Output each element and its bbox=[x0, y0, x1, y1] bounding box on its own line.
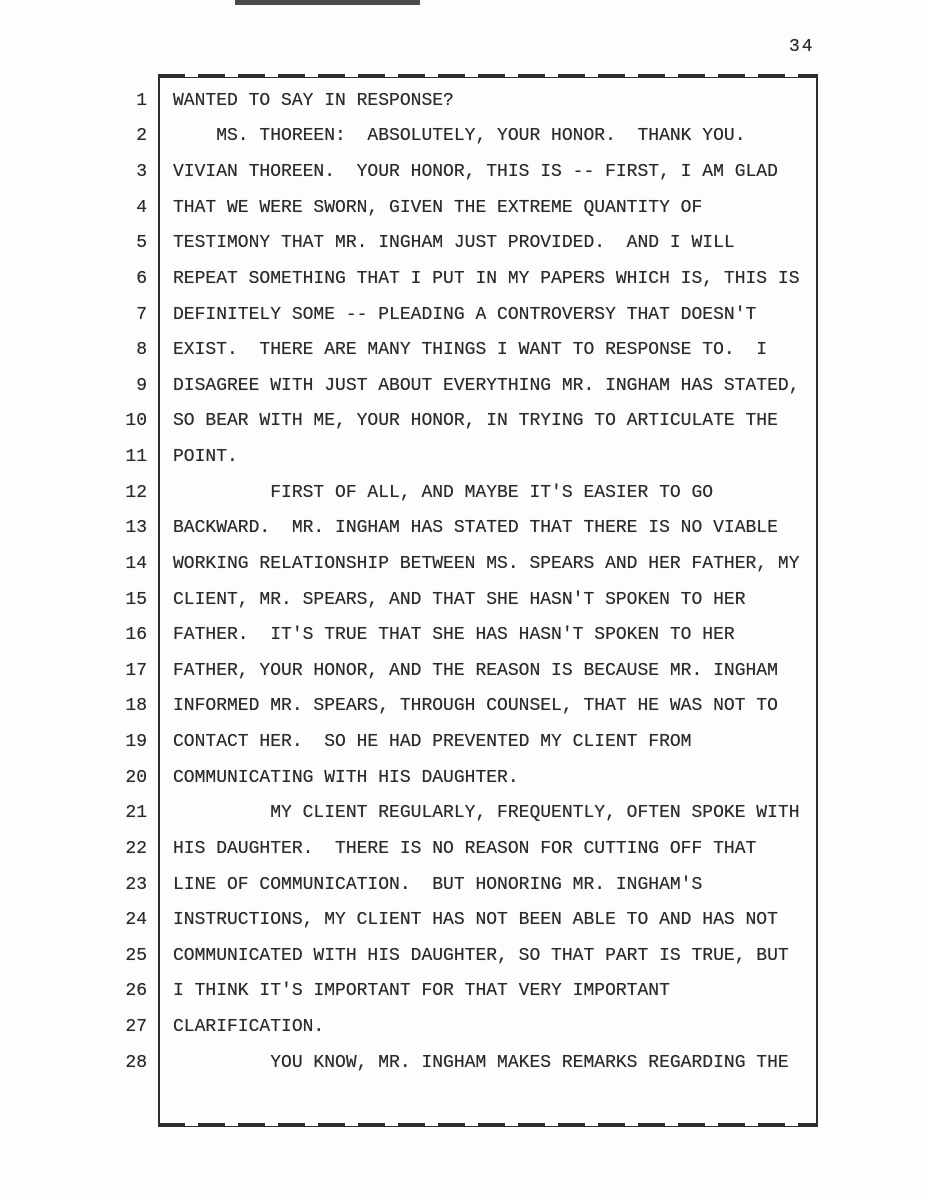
line-text: INFORMED MR. SPEARS, THROUGH COUNSEL, THAT HE WAS NOT TO bbox=[173, 696, 778, 717]
line-number: 25 bbox=[125, 945, 147, 966]
line-number: 4 bbox=[136, 197, 147, 218]
transcript-line bbox=[125, 439, 816, 475]
transcript-box bbox=[125, 75, 818, 1126]
line-text: WANTED TO SAY IN RESPONSE? bbox=[173, 90, 454, 111]
line-text: VIVIAN THOREEN. YOUR HONOR, THIS IS -- FIRST, I AM GLAD bbox=[173, 162, 778, 183]
transcript-line bbox=[125, 902, 816, 938]
line-number: 14 bbox=[125, 553, 147, 574]
transcript-line bbox=[125, 617, 816, 653]
line-number: 10 bbox=[125, 411, 147, 432]
line-number: 24 bbox=[125, 910, 147, 931]
transcript-line bbox=[125, 653, 816, 689]
line-text: COMMUNICATING WITH HIS DAUGHTER. bbox=[173, 767, 519, 788]
line-text: FIRST OF ALL, AND MAYBE IT'S EASIER TO GO bbox=[173, 482, 714, 503]
line-text: TESTIMONY THAT MR. INGHAM JUST PROVIDED. AND I WILL bbox=[173, 233, 735, 254]
line-number: 12 bbox=[125, 482, 147, 503]
transcript-line bbox=[136, 332, 816, 368]
transcript-line bbox=[136, 261, 816, 297]
line-number: 19 bbox=[125, 732, 147, 753]
transcript-line bbox=[136, 368, 816, 404]
line-number: 23 bbox=[125, 874, 147, 895]
line-number: 9 bbox=[136, 375, 147, 396]
line-text: CLIENT, MR. SPEARS, AND THAT SHE HASN'T SPOKEN TO HER bbox=[173, 589, 746, 610]
line-number: 3 bbox=[136, 162, 147, 183]
transcript-lines bbox=[125, 75, 816, 1081]
transcript-line bbox=[136, 297, 816, 333]
line-text: CLARIFICATION. bbox=[173, 1017, 325, 1038]
line-number: 20 bbox=[125, 767, 147, 788]
line-number: 18 bbox=[125, 696, 147, 717]
line-text: MY CLIENT REGULARLY, FREQUENTLY, OFTEN SPOKE WITH bbox=[173, 803, 800, 824]
transcript-line bbox=[136, 154, 816, 190]
line-text: EXIST. THERE ARE MANY THINGS I WANT TO RESPONSE TO. I bbox=[173, 340, 768, 361]
line-number: 15 bbox=[125, 589, 147, 610]
transcript-line bbox=[136, 119, 816, 155]
transcript-line bbox=[125, 938, 816, 974]
transcript-line bbox=[125, 582, 816, 618]
transcript-line bbox=[125, 974, 816, 1010]
transcript-line bbox=[125, 404, 816, 440]
line-text: YOU KNOW, MR. INGHAM MAKES REMARKS REGARDING THE bbox=[173, 1052, 789, 1073]
transcript-line bbox=[125, 831, 816, 867]
transcript-line bbox=[125, 724, 816, 760]
line-number: 26 bbox=[125, 981, 147, 1002]
line-text: DISAGREE WITH JUST ABOUT EVERYTHING MR. INGHAM HAS STATED, bbox=[173, 375, 800, 396]
line-number: 5 bbox=[136, 233, 147, 254]
scan-artifact-bar bbox=[235, 0, 420, 5]
page-number: 34 bbox=[789, 37, 815, 57]
line-text: FATHER. IT'S TRUE THAT SHE HAS HASN'T SPOKEN TO HER bbox=[173, 625, 735, 646]
line-number: 6 bbox=[136, 268, 147, 289]
transcript-line bbox=[125, 475, 816, 511]
line-number: 2 bbox=[136, 126, 147, 147]
line-text: DEFINITELY SOME -- PLEADING A CONTROVERSY THAT DOESN'T bbox=[173, 304, 757, 325]
line-text: MS. THOREEN: ABSOLUTELY, YOUR HONOR. THANK YOU. bbox=[173, 126, 746, 147]
transcript-line bbox=[125, 1045, 816, 1081]
line-number: 8 bbox=[136, 340, 147, 361]
line-text: THAT WE WERE SWORN, GIVEN THE EXTREME QUANTITY OF bbox=[173, 197, 703, 218]
line-text: I THINK IT'S IMPORTANT FOR THAT VERY IMPORTANT bbox=[173, 981, 670, 1002]
line-text: LINE OF COMMUNICATION. BUT HONORING MR. INGHAM'S bbox=[173, 874, 703, 895]
line-number: 13 bbox=[125, 518, 147, 539]
line-number: 28 bbox=[125, 1052, 147, 1073]
line-text: FATHER, YOUR HONOR, AND THE REASON IS BECAUSE MR. INGHAM bbox=[173, 660, 778, 681]
line-text: HIS DAUGHTER. THERE IS NO REASON FOR CUTTING OFF THAT bbox=[173, 838, 757, 859]
line-number: 27 bbox=[125, 1017, 147, 1038]
line-text: CONTACT HER. SO HE HAD PREVENTED MY CLIENT FROM bbox=[173, 732, 692, 753]
transcript-line bbox=[136, 226, 816, 262]
line-text: POINT. bbox=[173, 447, 238, 468]
line-number: 11 bbox=[125, 447, 147, 468]
line-text: INSTRUCTIONS, MY CLIENT HAS NOT BEEN ABLE TO AND HAS NOT bbox=[173, 910, 778, 931]
transcript-line bbox=[125, 511, 816, 547]
transcript-line bbox=[136, 83, 816, 119]
transcript-line bbox=[125, 546, 816, 582]
line-number: 1 bbox=[136, 90, 147, 111]
transcript-line bbox=[125, 867, 816, 903]
line-number: 22 bbox=[125, 838, 147, 859]
transcript-line bbox=[125, 796, 816, 832]
transcript-line bbox=[125, 760, 816, 796]
transcript-line bbox=[136, 190, 816, 226]
line-text: WORKING RELATIONSHIP BETWEEN MS. SPEARS AND HER FATHER, MY bbox=[173, 553, 800, 574]
transcript-line bbox=[125, 1009, 816, 1045]
line-number: 21 bbox=[125, 803, 147, 824]
line-text: BACKWARD. MR. INGHAM HAS STATED THAT THERE IS NO VIABLE bbox=[173, 518, 778, 539]
transcript-line bbox=[125, 689, 816, 725]
line-number: 7 bbox=[136, 304, 147, 325]
line-number: 17 bbox=[125, 660, 147, 681]
line-text: COMMUNICATED WITH HIS DAUGHTER, SO THAT PART IS TRUE, BUT bbox=[173, 945, 789, 966]
line-number: 16 bbox=[125, 625, 147, 646]
line-text: REPEAT SOMETHING THAT I PUT IN MY PAPERS WHICH IS, THIS IS bbox=[173, 268, 800, 289]
line-text: SO BEAR WITH ME, YOUR HONOR, IN TRYING TO ARTICULATE THE bbox=[173, 411, 778, 432]
